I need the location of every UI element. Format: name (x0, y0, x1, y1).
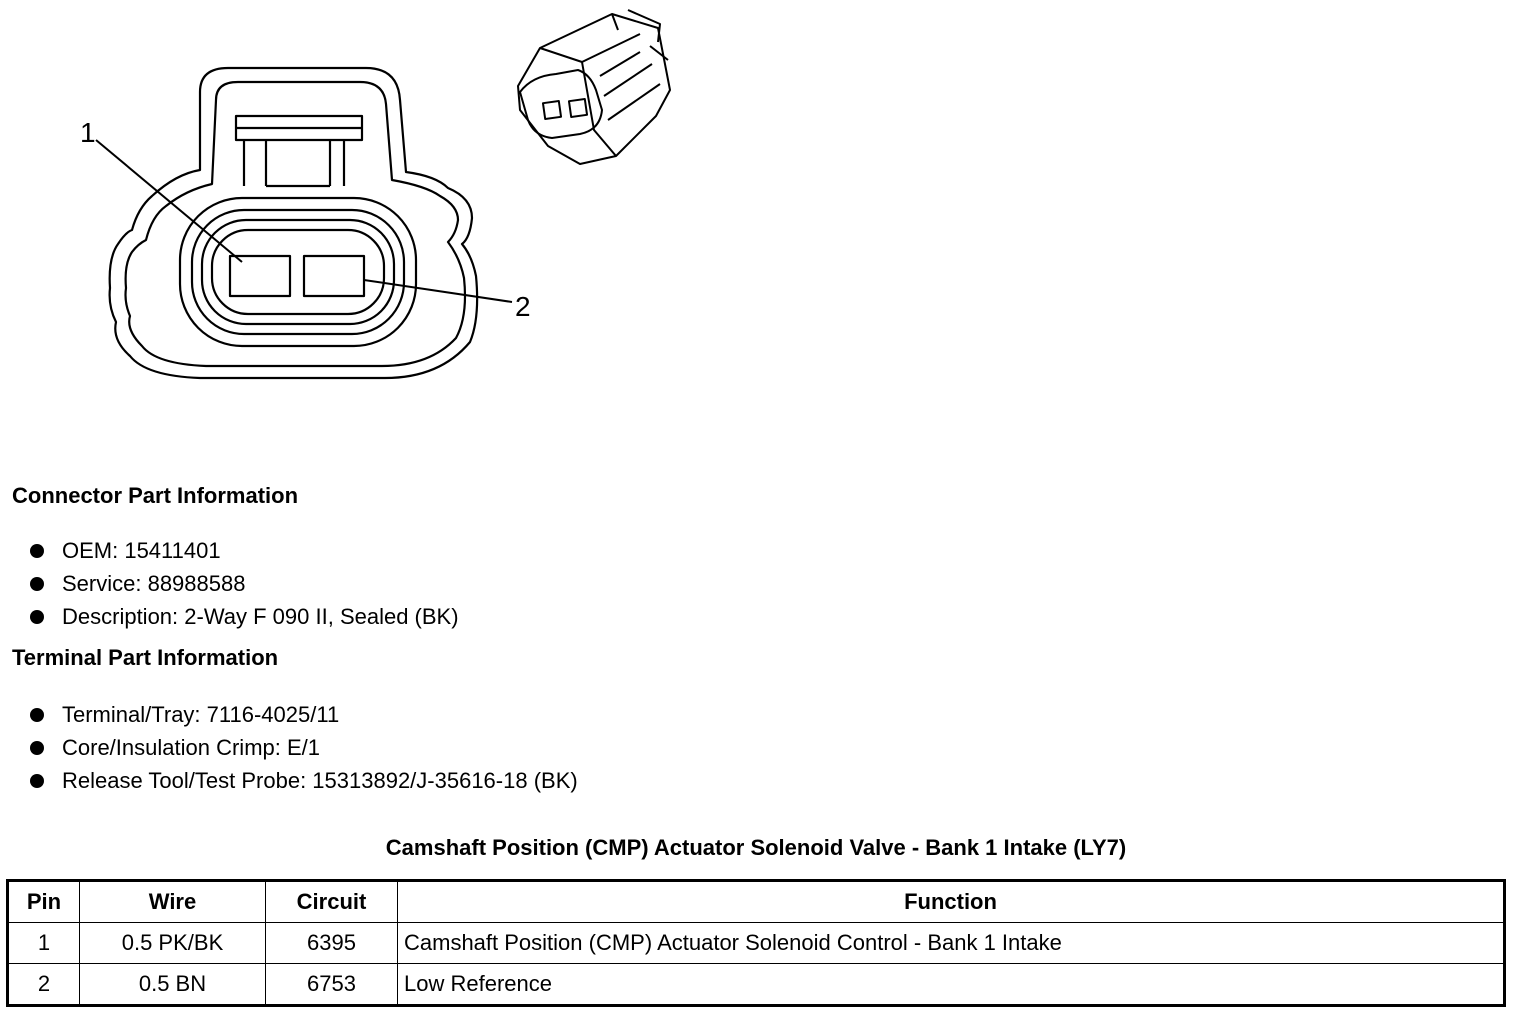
connector-info-title: Connector Part Information (12, 483, 299, 508)
column-header-wire: Wire (80, 881, 266, 923)
terminal-cavity-2 (304, 256, 364, 296)
list-item: Terminal/Tray: 7116-4025/11 (30, 698, 578, 731)
bullet-icon (30, 577, 44, 591)
bullet-icon (30, 741, 44, 755)
bullet-icon (30, 610, 44, 624)
terminal-cavity-frame (212, 230, 384, 314)
list-item: Description: 2-Way F 090 II, Sealed (BK) (30, 600, 459, 633)
connector-outline-outer (110, 68, 478, 378)
list-item: OEM: 15411401 (30, 534, 459, 567)
cell-wire: 0.5 BN (80, 964, 266, 1006)
column-header-function: Function (398, 881, 1505, 923)
cell-function: Camshaft Position (CMP) Actuator Solenoid Control - Bank 1 Intake (398, 923, 1505, 964)
connector-diagram (0, 0, 700, 400)
callout-2-label: 2 (515, 291, 531, 322)
cell-wire: 0.5 PK/BK (80, 923, 266, 964)
cell-circuit: 6395 (266, 923, 398, 964)
bullet-icon (30, 774, 44, 788)
pinout-table (6, 879, 1506, 1007)
cell-function: Low Reference (398, 964, 1505, 1006)
terminal-cavity-1 (230, 256, 290, 296)
column-header-pin: Pin (8, 881, 80, 923)
callout-2-leader (364, 280, 512, 302)
column-header-circuit: Circuit (266, 881, 398, 923)
list-item: Service: 88988588 (30, 567, 459, 600)
pinout-table-title: Camshaft Position (CMP) Actuator Solenoid Valve - Bank 1 Intake (LY7) (385, 835, 1127, 860)
bullet-icon (30, 708, 44, 722)
cell-circuit: 6753 (266, 964, 398, 1006)
list-item: Core/Insulation Crimp: E/1 (30, 731, 578, 764)
connector-3d-view (518, 10, 670, 164)
table-header-row (8, 881, 1505, 923)
bullet-icon (30, 544, 44, 558)
seal-ring-2 (192, 210, 404, 334)
table-row (8, 923, 1505, 964)
connector-info-list (30, 534, 459, 633)
cell-pin: 1 (8, 923, 80, 964)
table-row (8, 964, 1505, 1006)
cell-pin: 2 (8, 964, 80, 1006)
callout-1-label: 1 (80, 117, 96, 148)
terminal-info-list (30, 698, 578, 797)
list-item: Release Tool/Test Probe: 15313892/J-35616-18 (BK) (30, 764, 578, 797)
terminal-info-title: Terminal Part Information (12, 645, 279, 670)
